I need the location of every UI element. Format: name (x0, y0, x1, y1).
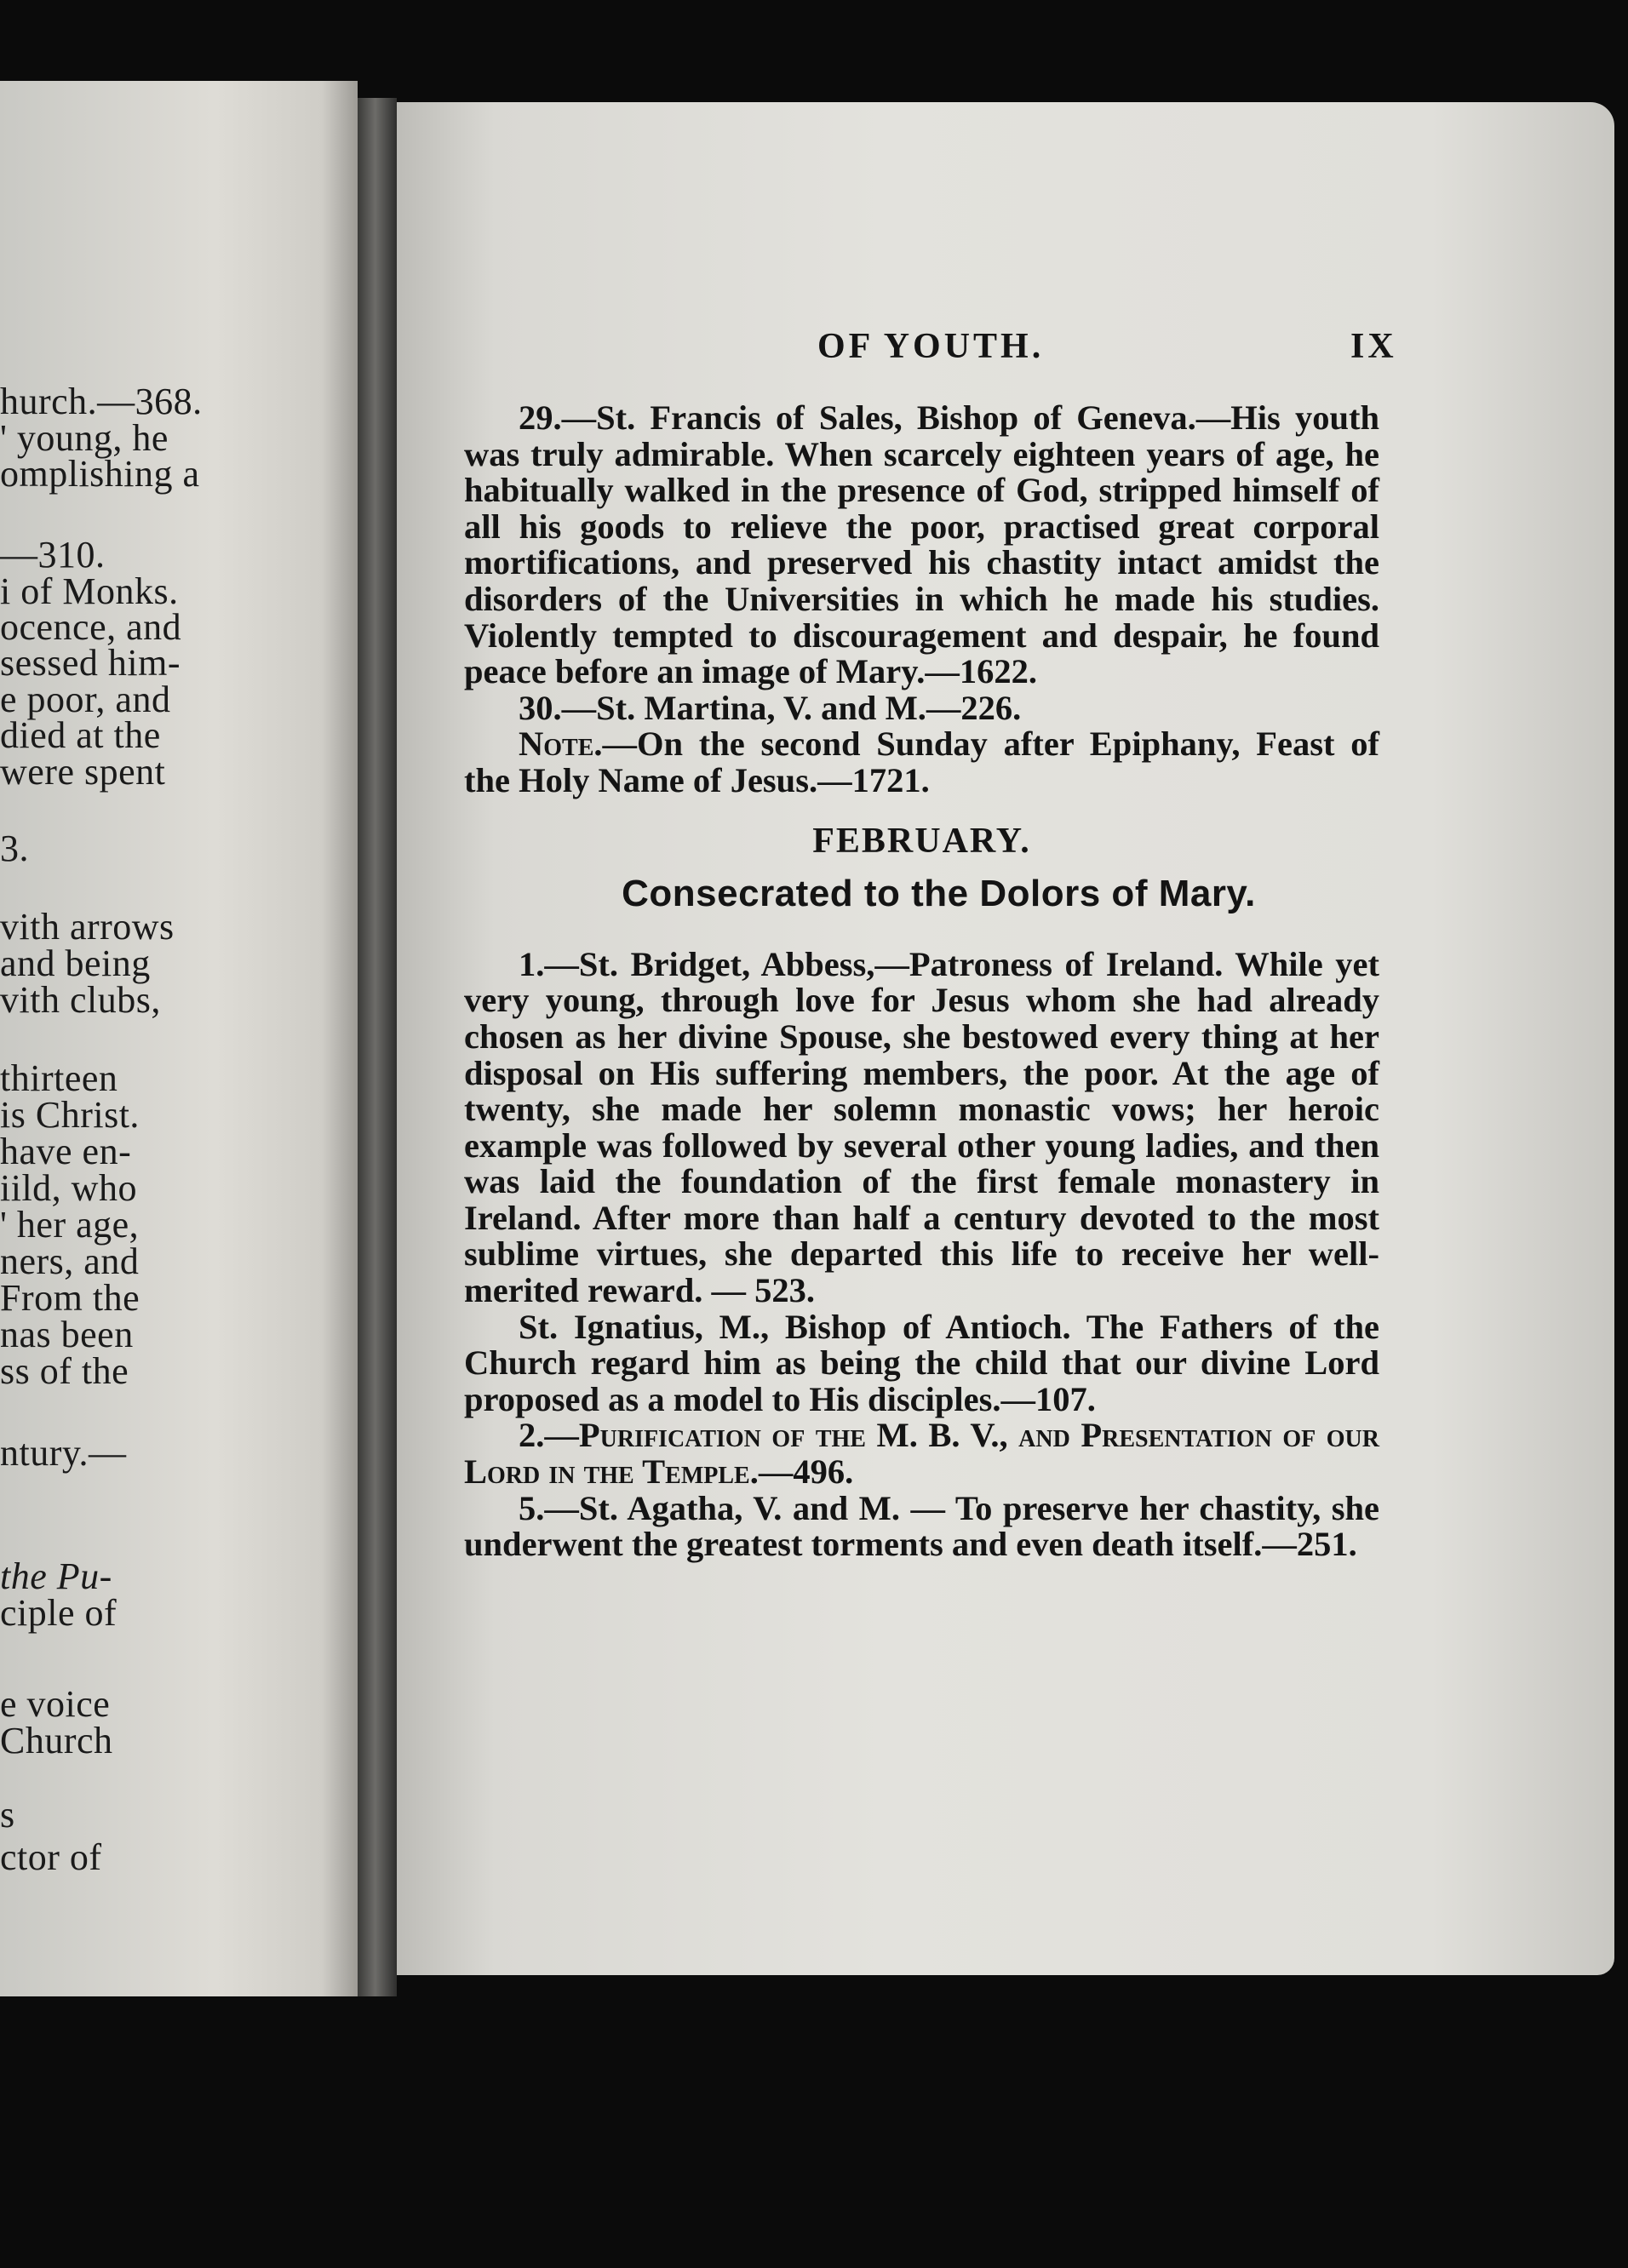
entry-ignatius: St. Ignatius, M., Bishop of Antioch. The Fathers of the Church regard him as being the child that our divine Lord proposed as a model to His disciples.—107. (464, 1307, 1379, 1418)
section-heading: Consecrated to the Dolors of Mary. (622, 873, 1256, 915)
left-page-line: is Christ. (0, 1094, 140, 1136)
left-page-line: s (0, 1794, 15, 1836)
left-page-line: 3. (0, 828, 29, 869)
left-page-line: and being (0, 942, 151, 984)
entry-purification: 2.—Purification of the M. B. V., and Presentation of our Lord in the Temple.—496. (464, 1416, 1379, 1492)
left-page-line: Church (0, 1720, 113, 1761)
page-number: IX (1350, 327, 1397, 366)
left-page-line: e voice (0, 1683, 111, 1725)
left-page-line: ocence, and (0, 606, 182, 648)
left-page-line: ctor of (0, 1836, 102, 1878)
left-page-line: ners, and (0, 1240, 140, 1282)
left-page-line: —310. (0, 534, 106, 576)
left-page-line: ss of the (0, 1350, 129, 1392)
left-page-line: ' her age, (0, 1204, 140, 1246)
left-page-line: iild, who (0, 1167, 137, 1209)
left-page-line: thirteen (0, 1057, 118, 1099)
entry-agatha: 5.—St. Agatha, V. and M. — To preserve her chastity, she underwent the greatest torments and even death itself.—251. (464, 1488, 1379, 1564)
left-page-line: died at the (0, 714, 161, 756)
left-page-line: ' young, he (0, 417, 169, 459)
left-page-line: e poor, and (0, 679, 171, 720)
entry-bridget: 1.—St. Bridget, Abbess,—Patroness of Ireland. While yet very young, through love for Jesus whom she had already chosen as her divine Spouse, she bestowed every thing at her disposal on His suffering members, the poor. At the age of twenty, she made her solemn monastic vows; her heroic example was followed by several other young ladies, and then was laid the foundation of the first female monastery in Ireland. After more than half a century devoted to the most sublime virtues, she departed this life to receive her well-merited reward. — 523. (464, 944, 1379, 1310)
left-page (0, 81, 358, 1996)
left-page-line: the Pu- (0, 1555, 112, 1597)
entry-francis-de-sales: 29.—St. Francis of Sales, Bishop of Geneva.—His youth was truly admirable. When scarcely eighteen years of age, he habitually walked in the presence of God, stripped himself of all his goods to relieve the poor, practised great corporal mortifications, and preserved his chastity intact amidst the disorders of the Universities in which he made his studies. Violently tempted to discouragement and despair, he found peace before an image of Mary.—1622. (464, 398, 1379, 691)
left-page-line: nas been (0, 1314, 134, 1355)
month-heading: FEBRUARY. (812, 821, 1031, 861)
left-page-line: From the (0, 1277, 140, 1319)
left-page-line: ntury.— (0, 1432, 127, 1474)
main-text (464, 400, 1379, 1563)
note-paragraph (464, 726, 1379, 799)
left-page-line: were spent (0, 751, 166, 793)
left-page-line: hurch.—368. (0, 381, 203, 422)
book-gutter (358, 98, 397, 1996)
left-page-line: vith clubs, (0, 979, 161, 1021)
left-page-line: ciple of (0, 1592, 118, 1634)
left-page-line: sessed him- (0, 642, 181, 684)
running-title: OF YOUTH. (817, 327, 1045, 366)
entry-martina: 30.—St. Martina, V. and M.—226. (519, 688, 1022, 727)
note-text: —On the second Sunday after Epiphany, Feast of the Holy Name of Jesus.—1721. (464, 724, 1379, 799)
left-page-line: omplishing a (0, 453, 200, 495)
left-page-line: i of Monks. (0, 570, 179, 612)
left-page-line: have en- (0, 1131, 132, 1172)
note-label: Note. (519, 724, 603, 764)
left-page-line: vith arrows (0, 906, 175, 948)
